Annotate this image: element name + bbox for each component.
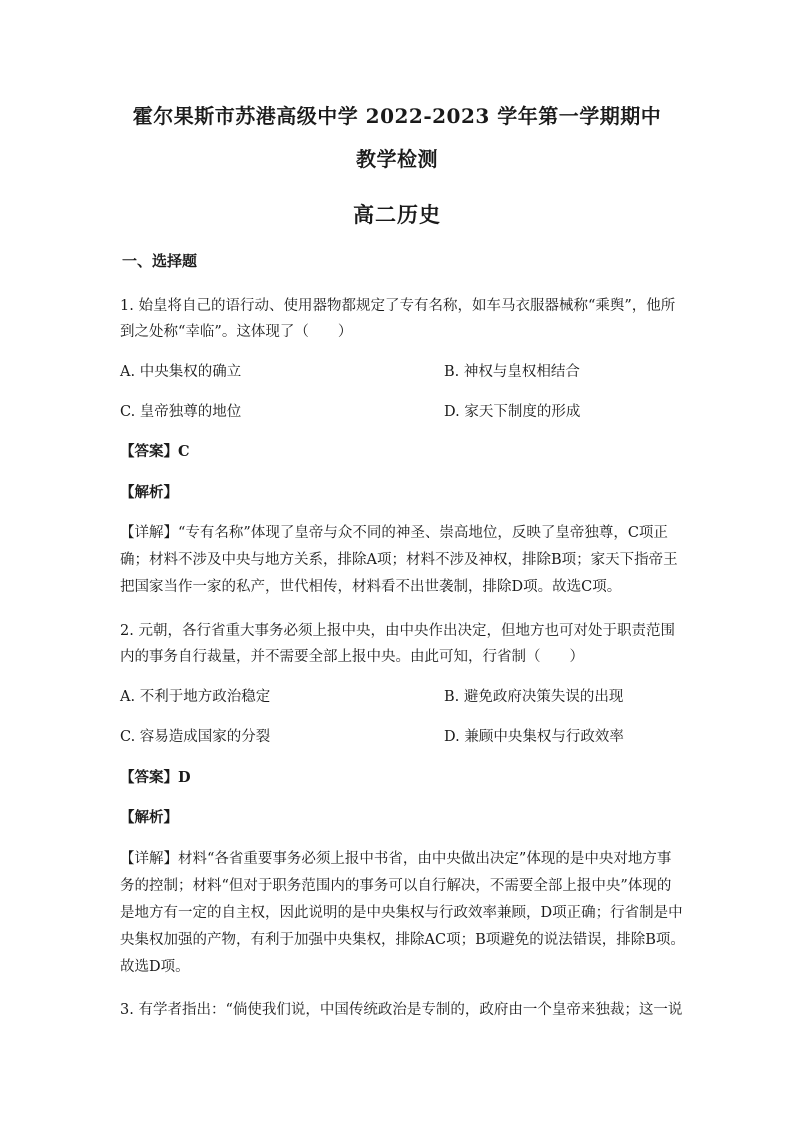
question-2-detail-line2: 务的控制；材料“但对于职务范围内的事务可以自行解决，不需要全部上报中央”体现的	[120, 878, 672, 894]
question-1-stem-line1: 1. 始皇将自己的语行动、使用器物都规定了专有名称，如车马衣服器械称“乘舆”，他所	[120, 298, 676, 314]
section-heading: 一、选择题	[122, 252, 198, 270]
question-2-option-b: B. 避免政府决策失误的出现	[444, 689, 624, 705]
question-1-option-b: B. 神权与皇权相结合	[444, 364, 580, 380]
exam-title-line1: 霍尔果斯市苏港高级中学 2022-2023 学年第一学期期中	[132, 104, 662, 128]
question-1-analysis-label: 【解析】	[120, 484, 178, 501]
question-1-detail-line2: 确；材料不涉及中央与地方关系，排除A项；材料不涉及神权，排除B项；家天下指帝王	[120, 552, 678, 568]
question-1-option-a: A. 中央集权的确立	[120, 364, 242, 380]
question-1-option-c: C. 皇帝独尊的地位	[120, 404, 242, 420]
question-1-detail-line3: 把国家当作一家的私产，世代相传，材料看不出世袭制，排除D项。故选C项。	[120, 579, 622, 595]
question-2-answer: 【答案】D	[120, 769, 191, 786]
question-2-option-a: A. 不利于地方政治稳定	[120, 689, 271, 705]
question-1-answer: 【答案】C	[120, 443, 190, 460]
question-2-stem-line1: 2. 元朝，各行省重大事务必须上报中央，由中央作出决定，但地方也可对处于职责范围	[120, 623, 675, 639]
question-2-stem-line2: 内的事务自行裁量，并不需要全部上报中央。由此可知，行省制（ ）	[120, 649, 584, 665]
question-2-detail-line5: 故选D项。	[120, 959, 190, 975]
question-1-detail-line1: 【详解】“专有名称”体现了皇帝与众不同的神圣、崇高地位，反映了皇帝独尊，C项正	[120, 525, 668, 541]
question-1-stem-line2: 到之处称“幸临”。这体现了（ ）	[120, 324, 353, 340]
question-2-option-d: D. 兼顾中央集权与行政效率	[444, 729, 624, 745]
question-2-detail-line3: 是地方有一定的自主权，因此说明的是中央集权与行政效率兼顾，D项正确；行省制是中	[120, 905, 683, 921]
exam-title-line2: 教学检测	[356, 147, 438, 171]
question-2-detail-line1: 【详解】材料“各省重要事务必须上报中书省，由中央做出决定”体现的是中央对地方事	[120, 851, 672, 867]
question-2-analysis-label: 【解析】	[120, 809, 178, 826]
question-3-stem-line1: 3. 有学者指出：“倘使我们说，中国传统政治是专制的，政府由一个皇帝来独裁；这一说	[120, 1002, 683, 1018]
question-1-option-d: D. 家天下制度的形成	[444, 404, 581, 420]
question-2-detail-line4: 央集权加强的产物，有利于加强中央集权，排除AC项；B项避免的说法错误，排除B项。	[120, 932, 685, 948]
question-2-option-c: C. 容易造成国家的分裂	[120, 729, 271, 745]
subject-title: 高二历史	[353, 202, 441, 227]
